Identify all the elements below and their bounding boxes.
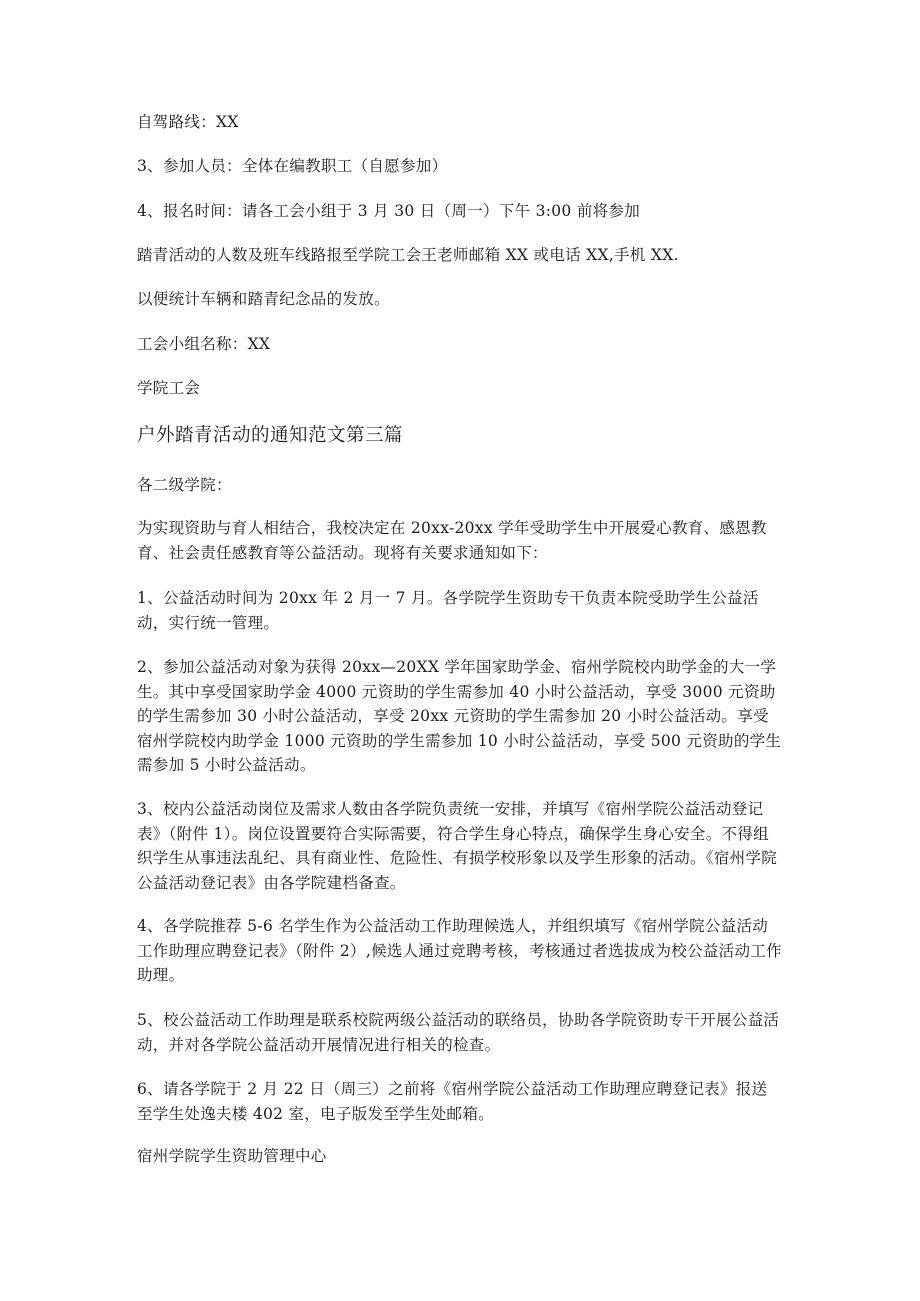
signup-detail: 踏青活动的人数及班车线路报至学院工会王老师邮箱 XX 或电话 XX,手机 XX.	[137, 246, 679, 264]
center-signature: 宿州学院学生资助管理中心	[137, 1147, 327, 1165]
union-signature: 学院工会	[137, 379, 201, 397]
salutation: 各二级学院：	[137, 476, 232, 494]
list-item: 1、公益活动时间为 20xx 年 2 月一 7 月。各学院学生资助专干负责本院受助学生公益活动，实行统一管理。	[137, 589, 759, 632]
section-title: 户外踏青活动的通知范文第三篇	[137, 425, 404, 446]
intro-paragraph: 为实现资助与育人相结合，我校决定在 20xx-20xx 学年受助学生中开展爱心教育、感恩教育、社会责任感教育等公益活动。现将有关要求通知如下：	[137, 519, 767, 562]
list-item: 4、各学院推荐 5-6 名学生作为公益活动工作助理候选人，并组织填写《宿州学院公益活动工作助理应聘登记表》（附件 2）,候选人通过竞聘考核，考核通过者选拔成为校公益活动工作助理。	[137, 917, 782, 984]
purpose-line: 以便统计车辆和踏青纪念品的发放。	[137, 290, 390, 308]
signup-time-item: 4、报名时间：请各工会小组于 3 月 30 日（周一）下午 3:00 前将参加	[137, 202, 641, 220]
list-item: 5、校公益活动工作助理是联系校院两级公益活动的联络员，协助各学院资助专干开展公益活动，并对各学院公益活动开展情况进行相关的检查。	[137, 1011, 780, 1054]
list-item: 2、参加公益活动对象为获得 20xx—20XX 学年国家助学金、宿州学院校内助学金的大一学生。其中享受国家助学金 4000 元资助的学生需参加 40 小时公益活动，享受 3000 元资助的学生需参加 30 小时公益活动，享受 20xx 元资助的学生需参加 20 小时公益活动。享受宿州学院校内助学金 1000 元资助的学生需参加 10 小时公益活动，享受 500 元资助的学生需参加 5 小时公益活动。	[137, 658, 782, 774]
participants-item: 3、参加人员：全体在编教职工（自愿参加）	[137, 157, 448, 175]
driving-route: 自驾路线：XX	[137, 113, 239, 131]
group-name: 工会小组名称：XX	[137, 335, 271, 353]
list-item: 3、校内公益活动岗位及需求人数由各学院负责统一安排，并填写《宿州学院公益活动登记表》（附件 1）。岗位设置要符合实际需要，符合学生身心特点，确保学生身心安全。不得组织学生从事违法乱纪、具有商业性、危险性、有损学校形象以及学生形象的活动。《宿州学院公益活动登记表》由各学院建档备查。	[137, 800, 778, 892]
list-item: 6、请各学院于 2 月 22 日（周三）之前将《宿州学院公益活动工作助理应聘登记表》报送至学生处逸夫楼 402 室，电子版发至学生处邮箱。	[137, 1080, 768, 1123]
